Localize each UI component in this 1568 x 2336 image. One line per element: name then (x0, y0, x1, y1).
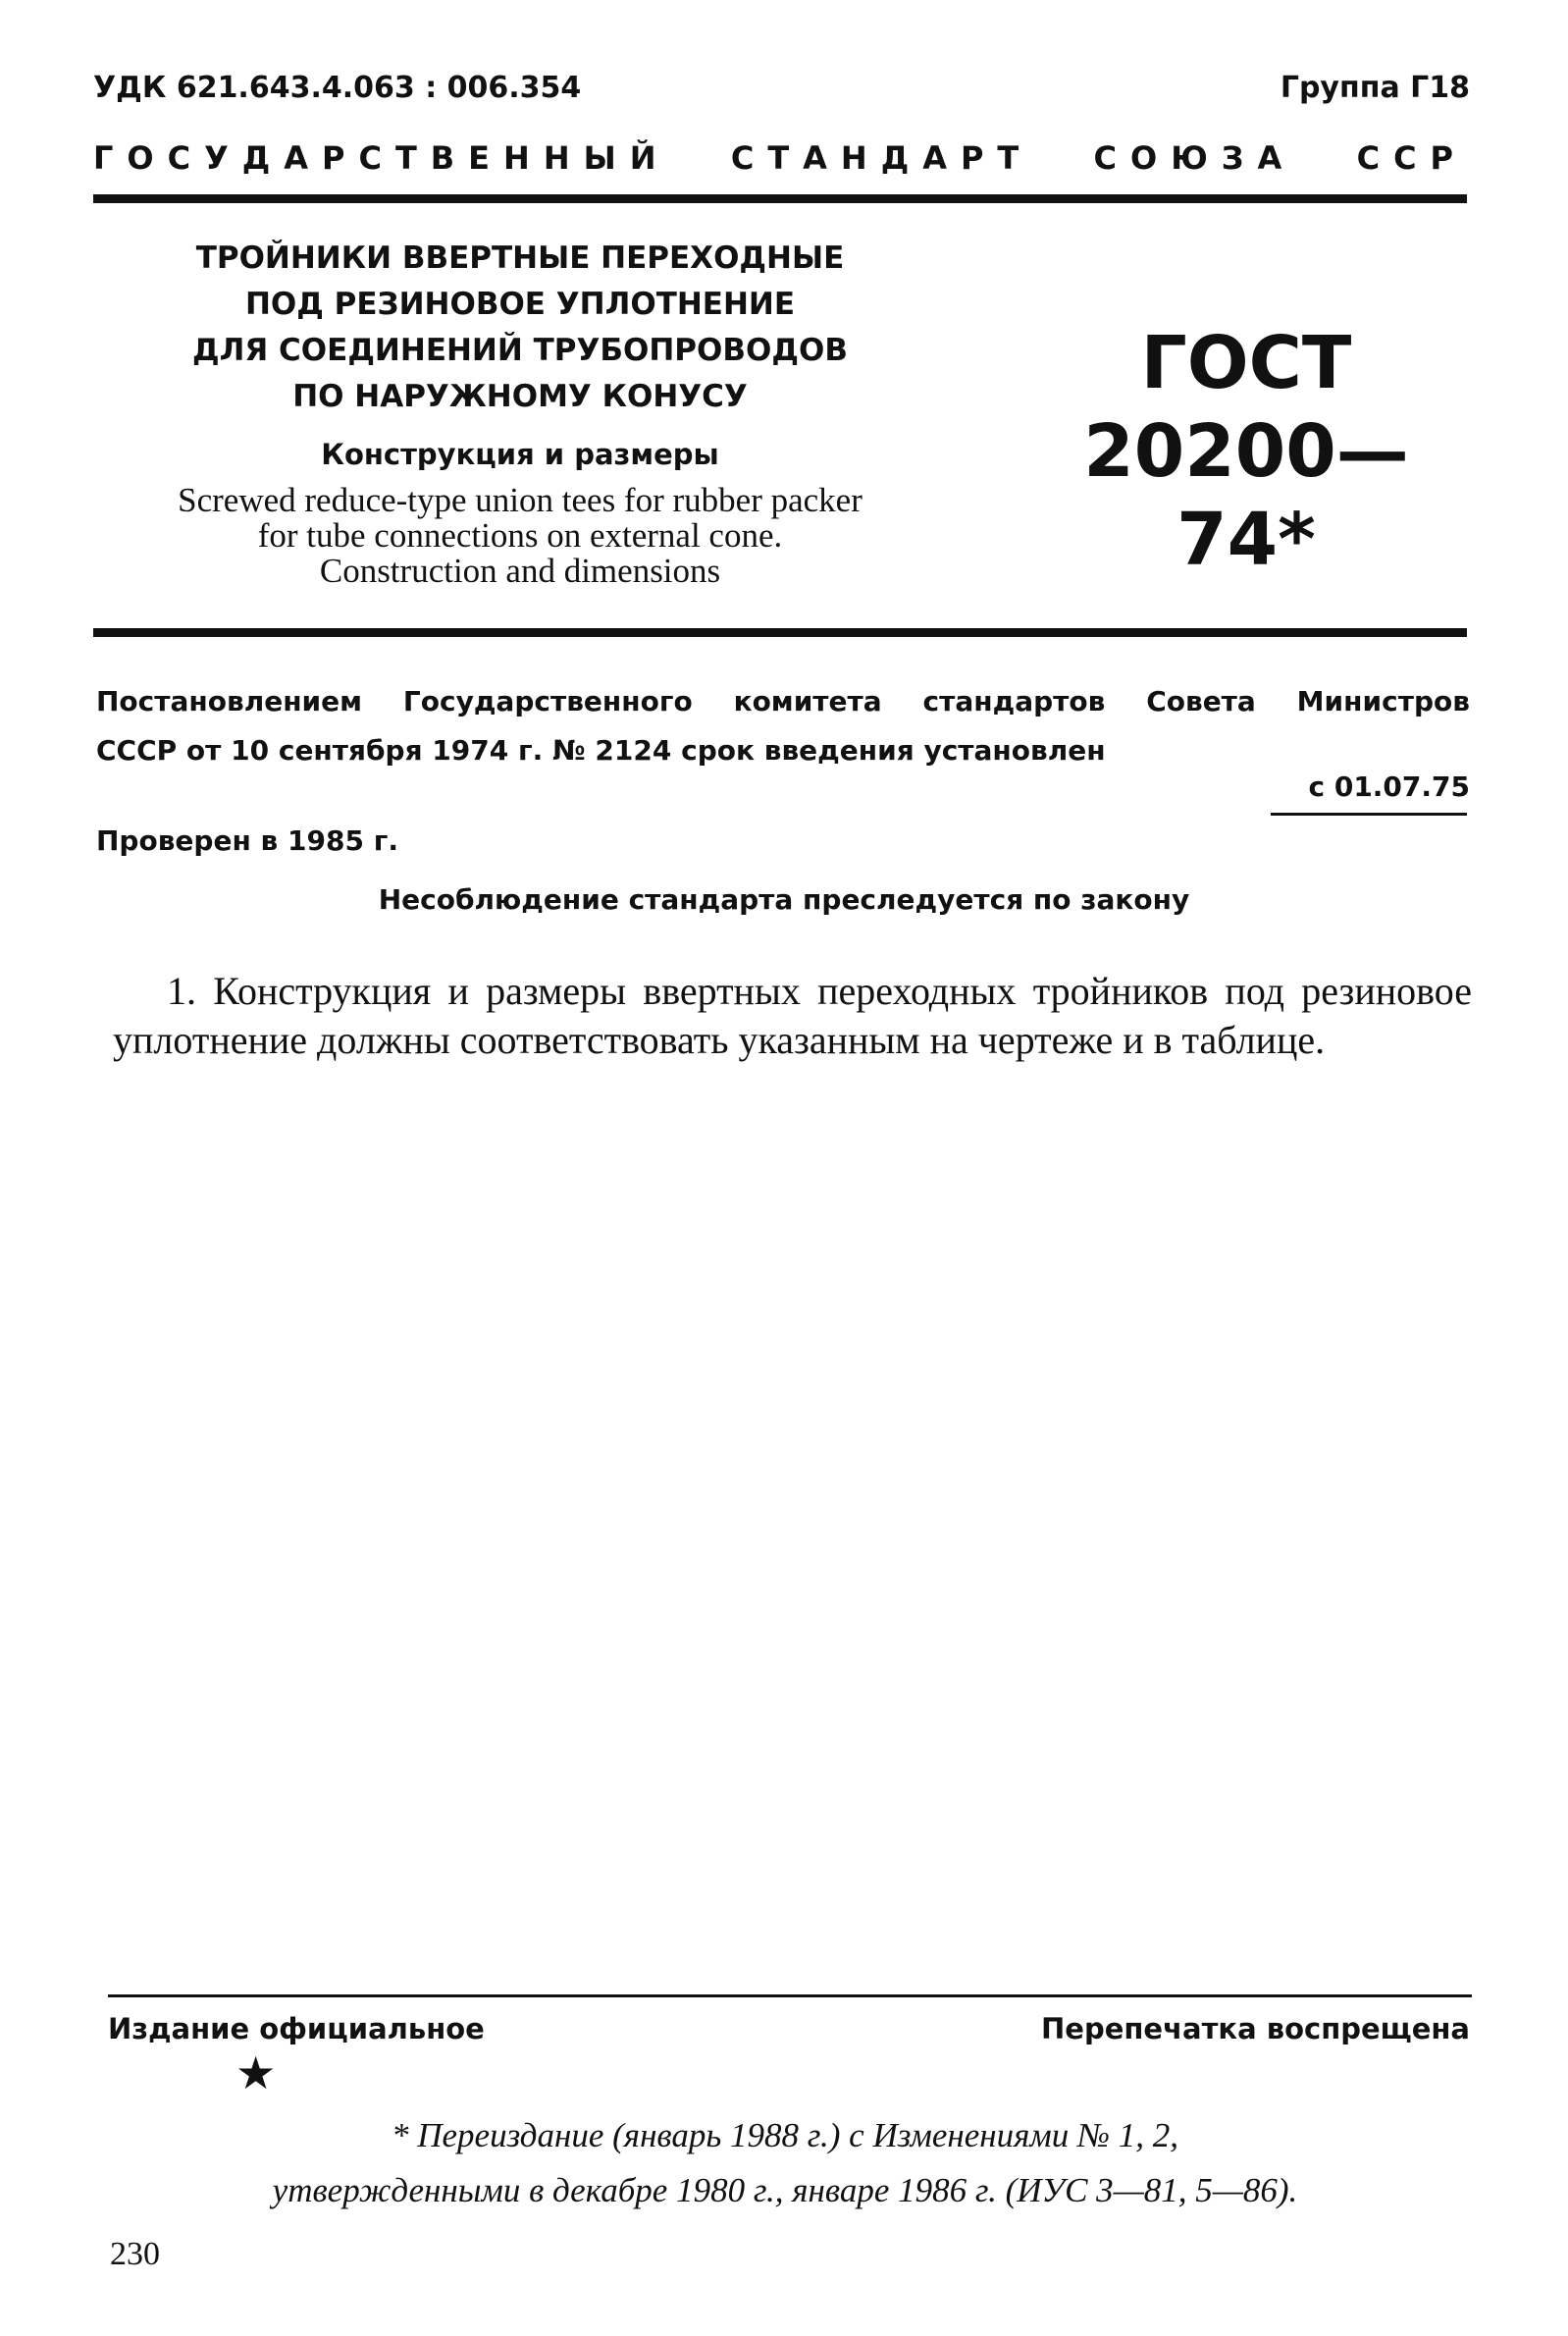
decree-word: Постановлением (96, 685, 363, 717)
english-title-line: for tube connections on external cone. (257, 516, 783, 555)
state-standard-header (93, 139, 1467, 177)
date-rule (1271, 813, 1467, 816)
title-block (177, 236, 863, 589)
title-subtitle: Конструкция и размеры (321, 438, 719, 471)
reprint-prohibited: Перепечатка воспрещена (1041, 2012, 1470, 2045)
body-paragraph (113, 967, 1472, 1065)
checked-year: Проверен в 1985 г. (96, 824, 398, 857)
title-line: ПО НАРУЖНОМУ КОНУСУ (292, 379, 748, 414)
header-word: СТАНДАРТ (730, 139, 1033, 177)
title-line: ПОД РЕЗИНОВОЕ УПЛОТНЕНИЕ (244, 287, 796, 322)
gost-designation (1040, 319, 1452, 584)
footer-rule (108, 1994, 1472, 1997)
group-code: Группа Г18 (1280, 71, 1470, 105)
header-word: ССР (1356, 139, 1467, 177)
page-number: 230 (110, 2236, 160, 2272)
decree-word: комитета (733, 685, 882, 717)
decree-word: Государственного (402, 685, 693, 717)
english-title-line: Construction and dimensions (319, 552, 721, 590)
paragraph-text: 1. Конструкция и размеры ввертных переходных тройников под резиновое уплотнение должны соответствовать указанным на чертеже и в таблице. (113, 969, 1472, 1062)
effective-date: с 01.07.75 (1308, 770, 1470, 803)
decree-word: стандартов (922, 685, 1106, 717)
reissue-line: утвержденными в декабре 1980 г., январе 1986 г. (ИУС 3—81, 5—86). (272, 2171, 1298, 2209)
law-notice: Несоблюдение стандарта преследуется по закону (378, 883, 1190, 916)
decree-line-1 (96, 677, 1470, 726)
gost-label: ГОСТ (1140, 321, 1352, 405)
gost-number: 20200—74* (1083, 409, 1409, 582)
title-line: ТРОЙНИКИ ВВЕРТНЫЕ ПЕРЕХОДНЫЕ (195, 240, 845, 276)
star-icon: ★ (235, 2048, 277, 2098)
decree-word: Совета (1146, 685, 1256, 717)
udk-code: УДК 621.643.4.063 : 006.354 (93, 71, 582, 105)
title-rule (93, 628, 1467, 637)
decree-text (96, 677, 1470, 775)
reissue-line: * Переиздание (январь 1988 г.) с Изменениями № 1, 2, (392, 2116, 1178, 2154)
decree-word: Министров (1296, 685, 1470, 717)
english-title (177, 483, 863, 589)
title-line: ДЛЯ СОЕДИНЕНИЙ ТРУБОПРОВОДОВ (192, 333, 848, 368)
header-rule (93, 194, 1467, 203)
english-title-line: Screwed reduce-type union tees for rubber packer (178, 481, 862, 519)
official-edition: Издание официальное (108, 2012, 485, 2045)
reissue-note (147, 2108, 1423, 2218)
header-word: ГОСУДАРСТВЕННЫЙ (93, 139, 670, 177)
header-word: СОЮЗА (1093, 139, 1296, 177)
decree-line-2: СССР от 10 сентября 1974 г. № 2124 срок введения установлен (96, 734, 1106, 767)
